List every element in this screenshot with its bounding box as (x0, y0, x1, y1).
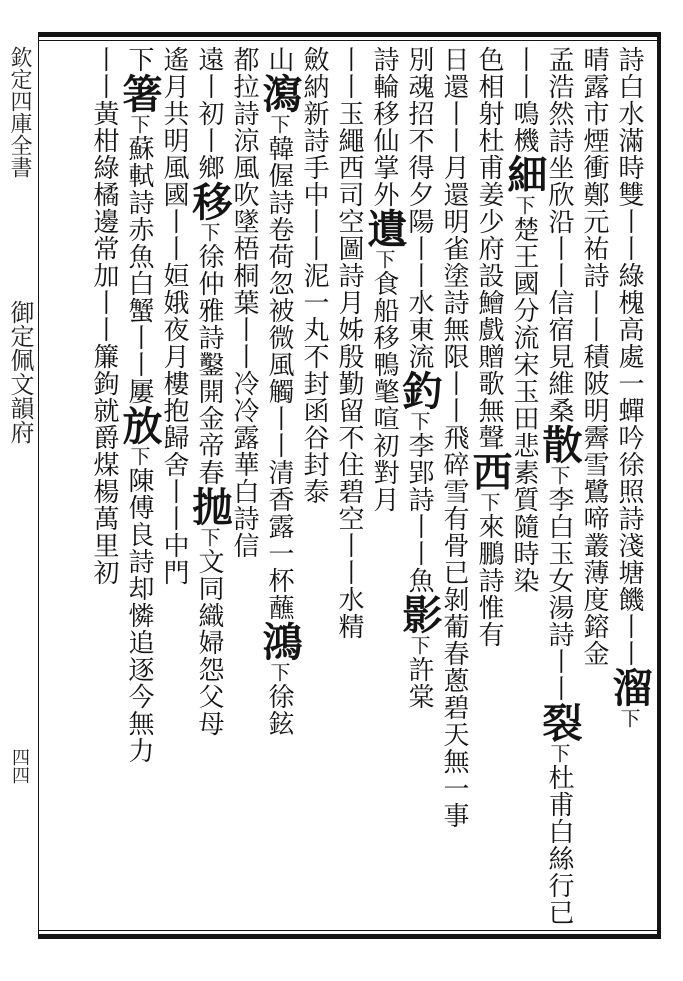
headword: 遺 (361, 208, 408, 249)
headword: 細 (501, 154, 548, 195)
column-text: 下 (267, 662, 291, 683)
column-text: 丨丨玉繩西 (334, 46, 364, 181)
column-text: 下 (477, 492, 501, 513)
column-text: 碧天無一事 (439, 694, 469, 829)
headword: 散 (536, 424, 583, 465)
column-text: 初對月 (369, 432, 399, 513)
column-text: 晴露市煙衝鄭元祐詩丨丨積陂明霽雪鷺啼叢薄度鎔金 (579, 46, 609, 667)
column-text: 下 (407, 411, 431, 432)
headword: 釣 (396, 370, 443, 411)
column-text: 司空圖詩月姊殷勤留不住碧空丨丨水精 (334, 181, 364, 640)
column-text: 丨丨鳴機 (509, 46, 539, 154)
column-text: 色相射 (474, 46, 504, 127)
column-text: 下 (127, 114, 151, 135)
column-text: 詩信 (229, 505, 259, 559)
column-text: 遙月共明 (159, 46, 189, 154)
frame-top-rule (38, 40, 661, 41)
column-text: 杜甫白絲行已 (544, 764, 574, 926)
column-text: 下 (372, 249, 396, 270)
column-text: 食船移鴨氅喧 (369, 270, 399, 432)
column-text: 下 (407, 635, 431, 656)
headword: 鴻 (256, 621, 303, 662)
column-text: 悲素質隨時染 (509, 432, 539, 594)
column-text: 下 (127, 446, 151, 467)
headword: 放 (116, 405, 163, 446)
column-text: 下 (197, 222, 221, 243)
headword: 瀉 (256, 73, 303, 114)
column-text: 日還丨丨月還明雀塗詩無限丨丨飛碎雪有骨已剝葡春蔥 (439, 46, 469, 694)
headword: 箸 (116, 73, 163, 114)
column-text: 下 (547, 743, 571, 764)
column-text: 詩白水滿時雙丨丨綠槐高處一蟬吟徐照詩淺塘饑丨丨 (614, 46, 644, 667)
column-text: 杜甫姜少府設鱠戲贈歌無聲 (474, 127, 504, 451)
column-text: 蘇軾詩赤魚白蟹丨丨屢 (124, 135, 154, 405)
headword: 西 (466, 451, 513, 492)
column-text: 斂納新詩手中丨丨泥一丸不封函谷封泰 (299, 46, 329, 505)
column-text: 文同織婦怨父母 (194, 548, 224, 737)
frame-top-border (38, 32, 661, 37)
headword: 移 (186, 181, 233, 222)
column-text: 下 (512, 195, 536, 216)
column-text: 遠丨初丨鄉 (194, 46, 224, 181)
column-text: 下 (617, 708, 641, 729)
book-title: 御定佩文韻府 (6, 300, 34, 444)
column-text: 山 (264, 46, 294, 73)
headword: 抛 (186, 486, 233, 527)
column-text: 詩輪移仙掌外 (369, 46, 399, 208)
frame-right-border (657, 32, 661, 939)
column-text: 下 (197, 527, 221, 548)
column-text: 李白玉女湯詩丨丨 (544, 486, 574, 702)
column-text: 許棠 (404, 656, 434, 710)
page-number: 四四 (9, 748, 30, 784)
column-text: 丨丨黃柑綠橘邊常加 (89, 46, 119, 289)
column-text: 丨丨簾鉤就爵煤楊萬里初 (89, 289, 119, 586)
column-text: 李郢詩丨丨魚 (404, 432, 434, 594)
column-text: 風國丨丨姮娥夜月樓 (159, 154, 189, 397)
column-text: 韓偓詩卷荷忽被微風觸丨丨清香露一杯蘸 (264, 135, 294, 621)
frame-bottom-rule (38, 930, 661, 931)
column-text: 下 (124, 46, 154, 73)
column-text: 來鵬詩惟有 (474, 513, 504, 648)
column-text: 下 (547, 465, 571, 486)
margin-divider (38, 32, 39, 939)
spine-title: 欽定四庫全書 (7, 46, 32, 178)
column-text: 孟浩然詩坐欣沿丨丨信宿見維桑 (544, 46, 574, 424)
column-text: 都拉詩涼風吹墜梧桐葉丨丨冷冷露華白 (229, 46, 259, 505)
text-column (77, 46, 131, 926)
frame-bottom-border (38, 934, 661, 939)
column-text: 陳傅良詩却憐追逐今無力 (124, 467, 154, 764)
column-text: 楚王國分流宋玉田 (509, 216, 539, 432)
headword: 溜 (606, 667, 653, 708)
headword: 裂 (536, 702, 583, 743)
column-text: 徐鉉 (264, 683, 294, 737)
column-text: 別魂招不得夕陽丨丨水東流 (404, 46, 434, 370)
column-text: 抱歸舍丨丨中門 (159, 397, 189, 586)
headword: 影 (396, 594, 443, 635)
column-text: 徐仲雅詩鑿開金帝春 (194, 243, 224, 486)
column-text: 下 (267, 114, 291, 135)
